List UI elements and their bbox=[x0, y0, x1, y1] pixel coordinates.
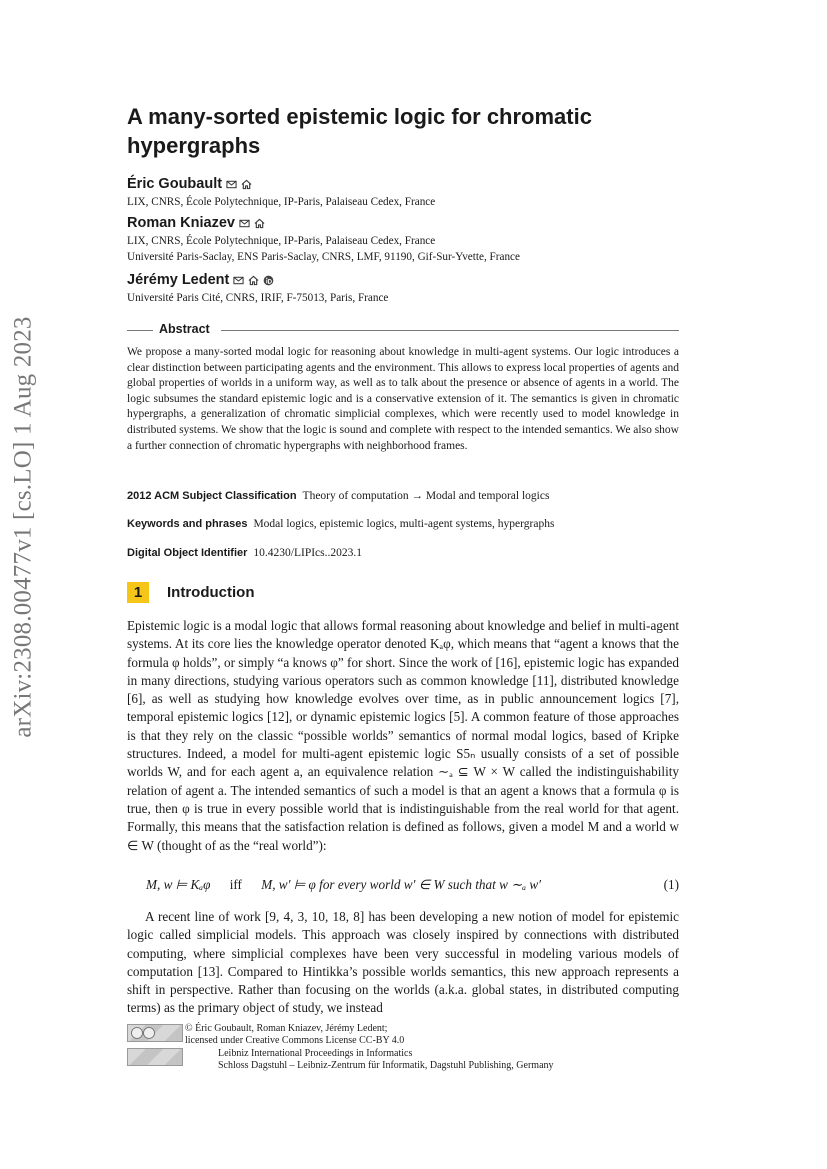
author-name-row bbox=[127, 271, 687, 290]
lipics-logo bbox=[127, 1048, 183, 1066]
section-title: Introduction bbox=[167, 583, 255, 601]
author-block-2 bbox=[127, 214, 687, 265]
equation-formula bbox=[146, 877, 541, 893]
email-icon[interactable] bbox=[239, 218, 250, 229]
equation bbox=[146, 877, 679, 897]
license-footer bbox=[127, 1022, 687, 1074]
doi-value[interactable]: 10.4230/LIPIcs..2023.1 bbox=[253, 547, 363, 559]
cc-license-logo bbox=[127, 1024, 183, 1042]
author-block-1 bbox=[127, 175, 687, 210]
abstract-text: We propose a many-sorted modal logic for reasoning about knowledge in multi-agent systems. Our logic introduces a clear distinction between participating agents and the environment. This allows to express local properties of agents and global properties of worlds in a uniform way, as well as to talk about the presence or absence of agents in a world. The logic subsumes the standard epistemic logic and is a conservative extension of it. The semantics is given in chromatic hypergraphs, a generalization of chromatic simplicial complexes, which were recently used to model knowledge in distributed systems. We show that the logic is sound and complete with respect to the intended semantics. We also show a further connection of chromatic hypergraphs with neighborhood frames. bbox=[127, 346, 679, 452]
equation-rhs: M, w′ ⊨ φ for every world w′ ∈ W such that w ∼ₐ w′ bbox=[261, 877, 542, 892]
keywords-value: Modal logics, epistemic logics, multi-agent systems, hypergraphs bbox=[253, 518, 555, 530]
publisher-line: Leibniz International Proceedings in Informatics bbox=[218, 1048, 413, 1059]
author-name: Roman Kniazev bbox=[127, 215, 235, 231]
license-line: © Éric Goubault, Roman Kniazev, Jérémy Ledent; bbox=[185, 1023, 388, 1034]
publisher-text bbox=[218, 1048, 554, 1073]
license-line[interactable]: licensed under Creative Commons License CC-BY 4.0 bbox=[185, 1035, 405, 1047]
equation-iff: iff bbox=[229, 877, 242, 892]
section-heading bbox=[127, 581, 254, 603]
paper-title: A many-sorted epistemic logic for chromatic hypergraphs bbox=[127, 104, 592, 158]
divider bbox=[127, 330, 153, 331]
author-name: Éric Goubault bbox=[127, 176, 223, 192]
home-icon[interactable] bbox=[254, 218, 265, 229]
arxiv-stamp bbox=[6, 316, 42, 738]
license-text bbox=[185, 1023, 404, 1048]
orcid-icon[interactable] bbox=[263, 275, 274, 286]
home-icon[interactable] bbox=[241, 179, 252, 190]
publisher-line: Schloss Dagstuhl – Leibniz-Zentrum für Informatik, Dagstuhl Publishing, Germany bbox=[218, 1060, 554, 1072]
doi-label: Digital Object Identifier bbox=[127, 547, 248, 559]
author-name: Jérémy Ledent bbox=[127, 272, 230, 288]
author-block-3 bbox=[127, 271, 687, 306]
affiliation: LIX, CNRS, École Polytechnique, IP-Paris, Palaiseau Cedex, France bbox=[127, 196, 436, 208]
body-paragraph: Epistemic logic is a modal logic that allows formal reasoning about knowledge and belief in multi-agent systems. At its core lies the knowledge operator denoted Kₐφ, which means that “agent a knows that the formula φ holds”, or simply “a knows φ” for short. Since the work of [16], epistemic logic has expanded in many directions, studying various operators such as common knowledge [11], distributed knowledge [6], as well as studying how knowledge evolves over time, as in public announcement logics [7], temporal epistemic logics [12], or dynamic epistemic logics [5]. A common feature of those approaches is that they rely on the classic “possible worlds” semantics of normal modal logics, based of Kripke structures. Indeed, a model for multi-agent epistemic logic S5ₙ usually consists of a set of possible worlds W, and for each agent a, an equivalence relation ∼ₐ ⊆ W × W called the indistinguishability relation of agent a. The intended semantics of such a model is that an agent a knows that a formula φ is true, then φ is true in every possible world that is indistinguishable from the real world for that agent. Formally, this means that the satisfaction relation is defined as follows, given a model M and a world w ∈ W (thought of as the “real world”): bbox=[127, 618, 679, 853]
section-number: 1 bbox=[127, 582, 149, 603]
abstract-heading bbox=[127, 322, 679, 338]
divider bbox=[221, 330, 679, 331]
acm-value: Theory of computation → Modal and temporal logics bbox=[302, 490, 550, 502]
keywords-label: Keywords and phrases bbox=[127, 518, 248, 530]
body-paragraph: A recent line of work [9, 4, 3, 10, 18, 8] has been developing a new notion of model for epistemic logic called simplicial models. This approach was closely inspired by connections with distributed computing, where simplicial complexes have been very successful in modeling various models of computation [13]. Compared to Hintikka’s possible worlds semantics, this new approach represents a shift in perspective. Rather than focusing on the worlds (a.k.a. global states, in distributed computing terms) as the primary object of study, we instead bbox=[127, 909, 679, 1016]
acm-label: 2012 ACM Subject Classification bbox=[127, 490, 297, 502]
home-icon[interactable] bbox=[248, 275, 259, 286]
author-name-row bbox=[127, 175, 687, 194]
email-icon[interactable] bbox=[233, 275, 244, 286]
email-icon[interactable] bbox=[226, 179, 237, 190]
author-name-row bbox=[127, 214, 687, 233]
affiliation: Université Paris-Saclay, ENS Paris-Saclay, CNRS, LMF, 91190, Gif-Sur-Yvette, France bbox=[127, 251, 520, 263]
equation-lhs: M, w ⊨ Kₐφ bbox=[146, 877, 211, 892]
arxiv-id: arXiv:2308.00477v1 [cs.LO] 1 Aug 2023 bbox=[10, 316, 37, 738]
keywords bbox=[127, 516, 687, 530]
cc-icon bbox=[130, 1026, 164, 1040]
affiliation: LIX, CNRS, École Polytechnique, IP-Paris, Palaiseau Cedex, France bbox=[127, 235, 436, 247]
equation-number: (1) bbox=[663, 877, 679, 892]
doi bbox=[127, 545, 687, 559]
acm-classification bbox=[127, 488, 687, 502]
affiliation: Université Paris Cité, CNRS, IRIF, F-75013, Paris, France bbox=[127, 292, 389, 304]
abstract-label: Abstract bbox=[159, 322, 210, 336]
